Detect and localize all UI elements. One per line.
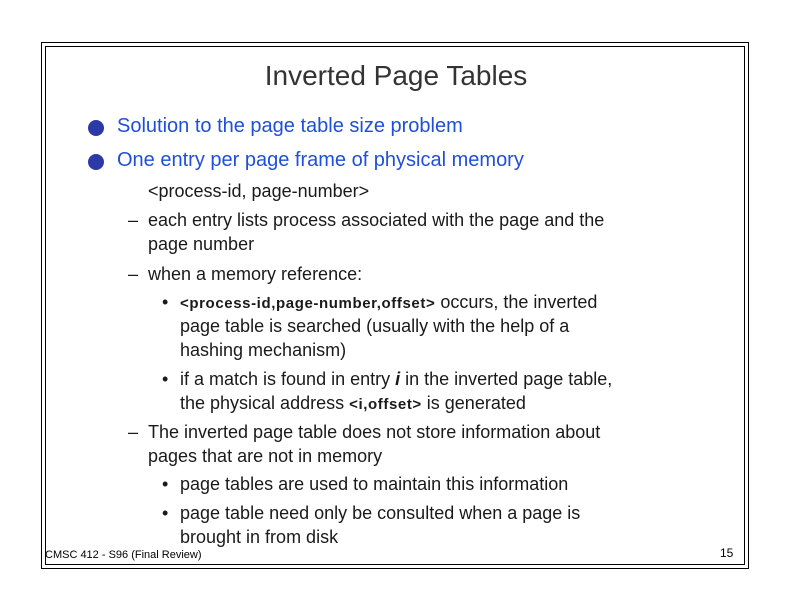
sub-bullet-occurs-line1 bbox=[180, 292, 597, 313]
footer-page-number: 15 bbox=[720, 546, 734, 560]
sub-bullet-marker: • bbox=[162, 292, 169, 312]
sub-bullet-page-tables: page tables are used to maintain this information bbox=[180, 474, 569, 494]
dash-not-stored-line2: pages that are not in memory bbox=[148, 446, 383, 466]
footer-course-label: CMSC 412 - S96 (Final Review) bbox=[45, 549, 202, 561]
sub-bullet-occurs-line3: hashing mechanism) bbox=[180, 340, 347, 360]
sub-bullet-marker: • bbox=[162, 369, 169, 389]
bullet-dot-icon bbox=[88, 120, 104, 136]
sub-bullet-match-line1 bbox=[180, 369, 612, 390]
sub-bullet-match-line2 bbox=[180, 393, 526, 414]
slide-title: Inverted Page Tables bbox=[264, 60, 528, 91]
dash-marker: – bbox=[128, 422, 139, 442]
dash-each-entry-line1: each entry lists process associated with the page and the bbox=[148, 210, 605, 230]
bullet-one-entry: One entry per page frame of physical memory bbox=[117, 149, 524, 171]
sub-bullet-marker: • bbox=[162, 474, 169, 494]
dash-each-entry-line2: page number bbox=[148, 234, 255, 254]
sub-bullet-occurs-line2: page table is searched (usually with the help of a bbox=[180, 316, 570, 336]
tuple-text: <process-id, page-number> bbox=[148, 181, 370, 201]
sub-bullet-marker: • bbox=[162, 503, 169, 523]
dash-not-stored-line1: The inverted page table does not store information about bbox=[148, 422, 601, 442]
entry-i-italic: i bbox=[395, 369, 401, 389]
process-tuple-bold: <process-id,page-number,offset> bbox=[180, 295, 436, 312]
match-pre: if a match is found in entry bbox=[180, 369, 396, 389]
bullet-dot-icon bbox=[88, 154, 104, 170]
bullet-solution: Solution to the page table size problem bbox=[117, 115, 463, 137]
match-post: in the inverted page table, bbox=[400, 369, 613, 389]
sub-bullet-consulted-line1: page table need only be consulted when a page is bbox=[180, 503, 581, 523]
dash-marker: – bbox=[128, 264, 139, 284]
dash-memory-reference: when a memory reference: bbox=[148, 264, 363, 284]
dash-marker: – bbox=[128, 210, 139, 230]
sub-bullet-consulted-line2: brought in from disk bbox=[180, 527, 339, 547]
physical-address-pre: the physical address bbox=[180, 393, 350, 413]
generated-text: is generated bbox=[421, 393, 526, 413]
occurs-text: occurs, the inverted bbox=[435, 292, 598, 312]
i-offset-bold: <i,offset> bbox=[349, 396, 422, 413]
